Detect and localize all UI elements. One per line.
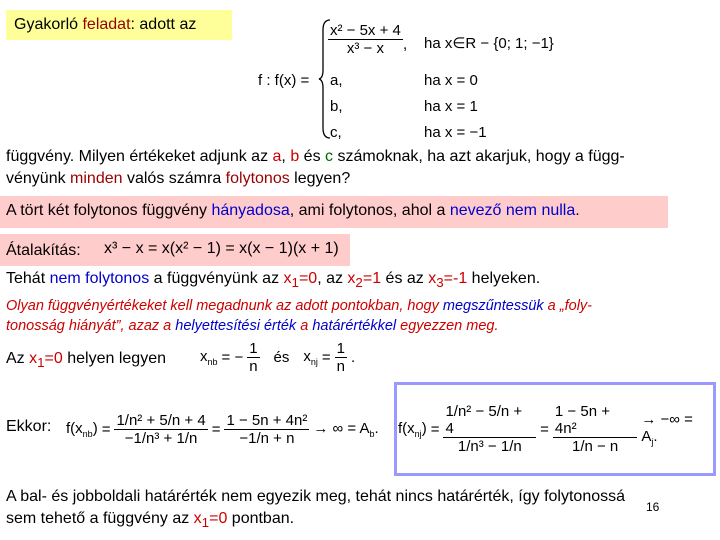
word-megszuntessuk: megszűntessük	[442, 298, 544, 314]
left-fraction-2: $\frac{\text{1 − 5n + 4n²}}{-1/n + n}$	[226, 411, 308, 447]
word-es: és	[273, 349, 290, 366]
question-part: ,	[281, 148, 291, 165]
left-fraction-1: $\frac{\text{1/n² + 5/n + 4}}{\text{−1/n³ + 1/n}}$	[116, 411, 206, 447]
case3-condition: ha x = 1	[424, 98, 478, 115]
conclusion-text: A bal- és jobboldali határérték nem egyezik meg, tehát nincs határérték, így folytonossá sem tehető a függvény az $x_1=0$ pontban.	[6, 488, 626, 531]
instruction-text: Olyan függvényértékeket kell megadnunk az adott pontokban, hogy megszűntessük a „foly- tonosság hiányát”, azaz a helyettesítési érték a határértékkel egyezzen meg.	[6, 298, 592, 334]
case1-condition: ha x∈R − {0; 1; −1}	[424, 35, 554, 52]
point-x3: $x_3=-1$	[428, 270, 468, 291]
disc-part: a függvényünk az	[149, 270, 284, 287]
question-part: és	[299, 148, 326, 165]
param-a: a	[272, 148, 282, 165]
left-f: $f(x_{nb})$	[66, 419, 98, 439]
rule-box	[0, 196, 668, 228]
question-part: vényünk	[6, 170, 71, 187]
case2-value: a,	[330, 72, 343, 89]
xnj-fraction: $\frac{1}{n}$	[336, 340, 346, 375]
discontinuity-text	[6, 270, 540, 290]
word-helyettesitesi: helyettesítési érték	[175, 318, 297, 334]
transform-formula: x³ − x = x(x² − 1) = x(x − 1)(x + 1)	[104, 240, 339, 257]
case1-numerator: x² − 5x + 4	[330, 22, 401, 39]
word-minden: minden	[70, 170, 123, 187]
point-x2: $x_2=1$	[347, 270, 382, 291]
word-hatarertekkel: határértékkel	[312, 318, 397, 334]
conclusion-x1: $x_1=0$	[193, 510, 228, 531]
transform-label: Átalakítás:	[6, 242, 81, 259]
case1-comma: ,	[403, 36, 408, 53]
param-c: c	[325, 148, 334, 165]
disc-part: Tehát	[6, 270, 50, 287]
word-hanyadosa: hányadosa	[211, 202, 290, 219]
title-after: : adott az	[130, 16, 197, 33]
x1-section-text: Az $x_1=0$ helyen legyen	[6, 350, 166, 371]
page-number: 16	[646, 500, 660, 514]
x1-sequences	[200, 340, 355, 375]
rule-part: A tört két folytonos függvény	[6, 202, 212, 219]
title-link[interactable]: feladat	[82, 16, 131, 33]
left-limit-result: → ∞ = $A_b$.	[313, 419, 379, 439]
word-nevezo-nem-nulla: nevező nem nulla	[449, 202, 576, 219]
disc-part: és az	[381, 270, 429, 287]
right-fraction-2: $\frac{\text{1 − 5n + 4n²}}{1/n - n}$	[553, 403, 637, 455]
case4-condition: ha x = −1	[424, 124, 487, 141]
function-lhs: f : f(x) =	[258, 72, 310, 89]
xnj-dot: .	[351, 349, 356, 366]
right-fraction-1: $\frac{\text{1/n² − 5/n + 4}}{\text{1/n³ − 1/n}}$	[443, 403, 536, 455]
case4-value: c,	[330, 124, 342, 141]
right-limit: $f(x_{nj})$ = $\frac{\text{1/n² − 5/n + 4}}{\text{1/n³ − 1/n}}$ = $\frac{\text{1 − 5n + 4n²}}{1/n - n}$ → −∞ = $A_j$.	[398, 388, 712, 470]
ekkor-label: Ekkor:	[6, 418, 52, 435]
left-limit: $f(x_{nb})$ = $\frac{\text{1/n² + 5/n + 4}}{\text{−1/n³ + 1/n}}$ = $\frac{\text{1 − 5n + 4n²}}{-1/n + n}$ → ∞ = $A_b$.	[66, 411, 379, 447]
xnb-symbol: $x_{nb}$	[200, 348, 218, 367]
word-folytonos: folytonos	[225, 170, 290, 187]
xnj-symbol: $x_{nj}$	[303, 348, 318, 367]
disc-part: , az	[317, 270, 348, 287]
word-nem-folytonos: nem folytonos	[49, 270, 150, 287]
right-f: $f(x_{nj})$	[398, 419, 427, 439]
x1-value: $x_1=0$	[29, 350, 63, 371]
param-b: b	[290, 148, 300, 165]
question-part: legyen?	[289, 170, 351, 187]
question-text	[6, 146, 714, 190]
question-part: függvény. Milyen értékeket adjunk az	[6, 148, 273, 165]
case1-fraction	[328, 22, 403, 57]
right-limit-result: → −∞ = $A_j$.	[641, 411, 693, 447]
point-x1: $x_1=0$	[283, 270, 318, 291]
case1-denominator: x³ − x	[346, 40, 384, 57]
question-part: számoknak, ha azt akarjuk, hogy a függ-	[333, 148, 625, 165]
xnj-eq: =	[321, 349, 331, 366]
xnb-fraction: $\frac{1}{n}$	[249, 340, 258, 375]
title-before: Gyakorló	[14, 16, 83, 33]
case2-condition: ha x = 0	[424, 72, 478, 89]
rule-part: .	[575, 202, 580, 219]
title-box	[6, 10, 232, 40]
case3-value: b,	[330, 98, 343, 115]
rule-part: , ami folytonos, ahol a	[289, 202, 450, 219]
disc-part: helyeken.	[467, 270, 541, 287]
question-part: valós számra	[122, 170, 226, 187]
xnb-eq: = −	[221, 349, 244, 366]
